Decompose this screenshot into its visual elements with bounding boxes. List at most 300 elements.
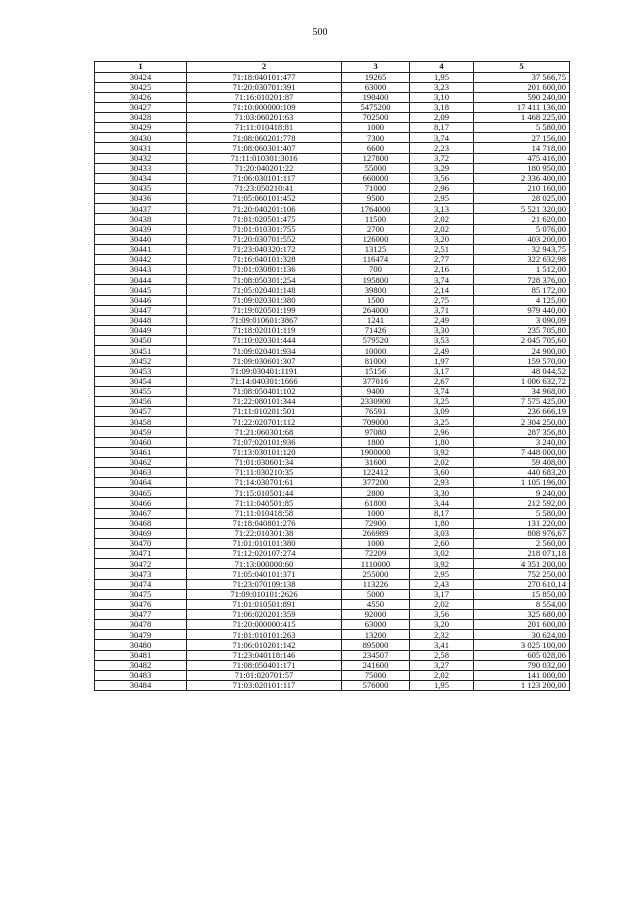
row-number-cell: 30480 <box>95 640 187 650</box>
area-cell: 1800 <box>342 437 410 447</box>
area-cell: 97080 <box>342 427 410 437</box>
rate-cell: 3,18 <box>410 102 474 112</box>
row-number-cell: 30449 <box>95 326 187 336</box>
rate-cell: 2,16 <box>410 265 474 275</box>
rate-cell: 2,02 <box>410 599 474 609</box>
area-cell: 190400 <box>342 92 410 102</box>
cadastral-number-cell: 71:01:010101:380 <box>187 538 342 548</box>
area-cell: 92000 <box>342 609 410 619</box>
rate-cell: 2,60 <box>410 538 474 548</box>
rate-cell: 2,96 <box>410 427 474 437</box>
value-cell: 728 376,00 <box>474 275 570 285</box>
rate-cell: 2,75 <box>410 295 474 305</box>
value-cell: 201 600,00 <box>474 620 570 630</box>
row-number-cell: 30468 <box>95 518 187 528</box>
rate-cell: 1,95 <box>410 72 474 82</box>
row-number-cell: 30474 <box>95 579 187 589</box>
value-cell: 325 680,00 <box>474 609 570 619</box>
cadastral-number-cell: 71:22:010301:38 <box>187 528 342 538</box>
cadastral-number-cell: 71:09:030401:1191 <box>187 366 342 376</box>
value-cell: 979 440,00 <box>474 305 570 315</box>
rate-cell: 2,58 <box>410 650 474 660</box>
area-cell: 1000 <box>342 508 410 518</box>
cadastral-number-cell: 71:09:020301:380 <box>187 295 342 305</box>
rate-cell: 3,29 <box>410 163 474 173</box>
value-cell: 24 900,00 <box>474 346 570 356</box>
column-header-1: 1 <box>95 62 187 73</box>
value-cell: 59 408,00 <box>474 457 570 467</box>
cadastral-number-cell: 71:23:050210:41 <box>187 184 342 194</box>
table-row <box>95 620 570 630</box>
row-number-cell: 30479 <box>95 630 187 640</box>
value-cell: 1 512,00 <box>474 265 570 275</box>
cadastral-number-cell: 71:08:050301:254 <box>187 275 342 285</box>
area-cell: 241600 <box>342 660 410 670</box>
value-cell: 210 160,00 <box>474 184 570 194</box>
value-cell: 5 580,00 <box>474 123 570 133</box>
table-row <box>95 417 570 427</box>
rate-cell: 3,30 <box>410 488 474 498</box>
rate-cell: 3,72 <box>410 153 474 163</box>
cadastral-number-cell: 71:06:030101:117 <box>187 173 342 183</box>
value-cell: 287 356,80 <box>474 427 570 437</box>
table-row <box>95 72 570 82</box>
area-cell: 700 <box>342 265 410 275</box>
cadastral-number-cell: 71:01:010501:891 <box>187 599 342 609</box>
row-number-cell: 30465 <box>95 488 187 498</box>
rate-cell: 2,96 <box>410 184 474 194</box>
rate-cell: 3,25 <box>410 397 474 407</box>
cadastral-number-cell: 71:23:040118:146 <box>187 650 342 660</box>
row-number-cell: 30454 <box>95 376 187 386</box>
value-cell: 85 172,00 <box>474 285 570 295</box>
cadastral-number-cell: 71:16:010201:87 <box>187 92 342 102</box>
row-number-cell: 30445 <box>95 285 187 295</box>
row-number-cell: 30448 <box>95 315 187 325</box>
table-row <box>95 589 570 599</box>
row-number-cell: 30459 <box>95 427 187 437</box>
area-cell: 13200 <box>342 630 410 640</box>
table-row <box>95 538 570 548</box>
area-cell: 19265 <box>342 72 410 82</box>
table-row <box>95 295 570 305</box>
cadastral-number-cell: 71:05:060101:452 <box>187 194 342 204</box>
area-cell: 377016 <box>342 376 410 386</box>
row-number-cell: 30447 <box>95 305 187 315</box>
value-cell: 440 683,20 <box>474 467 570 477</box>
rate-cell: 3,25 <box>410 417 474 427</box>
table-row <box>95 427 570 437</box>
cadastral-number-cell: 71:05:020401:148 <box>187 285 342 295</box>
area-cell: 266989 <box>342 528 410 538</box>
value-cell: 3 240,00 <box>474 437 570 447</box>
row-number-cell: 30428 <box>95 113 187 123</box>
area-cell: 709000 <box>342 417 410 427</box>
area-cell: 2800 <box>342 488 410 498</box>
area-cell: 71000 <box>342 184 410 194</box>
value-cell: 4 125,00 <box>474 295 570 305</box>
cadastral-value-table <box>94 61 570 691</box>
value-cell: 5 076,00 <box>474 224 570 234</box>
cadastral-number-cell: 71:20:040201:22 <box>187 163 342 173</box>
rate-cell: 8,17 <box>410 508 474 518</box>
area-cell: 11500 <box>342 214 410 224</box>
cadastral-number-cell: 71:20:030701:552 <box>187 234 342 244</box>
cadastral-number-cell: 71:23:070109:138 <box>187 579 342 589</box>
table-row <box>95 82 570 92</box>
value-cell: 28 025,00 <box>474 194 570 204</box>
value-cell: 34 968,00 <box>474 386 570 396</box>
area-cell: 1241 <box>342 315 410 325</box>
value-cell: 2 336 400,00 <box>474 173 570 183</box>
row-number-cell: 30450 <box>95 336 187 346</box>
cadastral-number-cell: 71:05:040101:371 <box>187 569 342 579</box>
value-cell: 2 045 705,60 <box>474 336 570 346</box>
rate-cell: 3,74 <box>410 386 474 396</box>
table-row <box>95 386 570 396</box>
table-row <box>95 102 570 112</box>
value-cell: 48 044,52 <box>474 366 570 376</box>
cadastral-number-cell: 71:01:010101:263 <box>187 630 342 640</box>
cadastral-number-cell: 71:07:020101:936 <box>187 437 342 447</box>
cadastral-number-cell: 71:20:040201:106 <box>187 204 342 214</box>
column-header-5: 5 <box>474 62 570 73</box>
value-cell: 605 028,06 <box>474 650 570 660</box>
area-cell: 4550 <box>342 599 410 609</box>
table-row <box>95 204 570 214</box>
table-row <box>95 326 570 336</box>
rate-cell: 3,13 <box>410 204 474 214</box>
table-row <box>95 528 570 538</box>
rate-cell: 3,53 <box>410 336 474 346</box>
value-cell: 8 554,00 <box>474 599 570 609</box>
table-row <box>95 498 570 508</box>
rate-cell: 2,02 <box>410 224 474 234</box>
value-cell: 235 705,80 <box>474 326 570 336</box>
value-cell: 32 943,75 <box>474 244 570 254</box>
table-row <box>95 214 570 224</box>
rate-cell: 2,95 <box>410 569 474 579</box>
cadastral-number-cell: 71:12:020107:274 <box>187 549 342 559</box>
table-row <box>95 407 570 417</box>
table-row <box>95 184 570 194</box>
value-cell: 14 718,00 <box>474 143 570 153</box>
area-cell: 1500 <box>342 295 410 305</box>
area-cell: 5000 <box>342 589 410 599</box>
cadastral-number-cell: 71:22:080101:344 <box>187 397 342 407</box>
area-cell: 81000 <box>342 356 410 366</box>
value-cell: 37 566,75 <box>474 72 570 82</box>
area-cell: 660000 <box>342 173 410 183</box>
table-row <box>95 630 570 640</box>
table-row <box>95 92 570 102</box>
value-cell: 21 620,00 <box>474 214 570 224</box>
table-row <box>95 194 570 204</box>
cadastral-number-cell: 71:01:030801:136 <box>187 265 342 275</box>
table-row <box>95 163 570 173</box>
row-number-cell: 30469 <box>95 528 187 538</box>
rate-cell: 3,03 <box>410 528 474 538</box>
rate-cell: 2,32 <box>410 630 474 640</box>
area-cell: 1110000 <box>342 559 410 569</box>
cadastral-number-cell: 71:13:000000:60 <box>187 559 342 569</box>
row-number-cell: 30478 <box>95 620 187 630</box>
column-header-2: 2 <box>187 62 342 73</box>
row-number-cell: 30464 <box>95 478 187 488</box>
table-row <box>95 366 570 376</box>
area-cell: 13125 <box>342 244 410 254</box>
value-cell: 15 850,00 <box>474 589 570 599</box>
table-row <box>95 457 570 467</box>
value-cell: 1 468 225,00 <box>474 113 570 123</box>
area-cell: 126000 <box>342 234 410 244</box>
cadastral-number-cell: 71:08:060301:407 <box>187 143 342 153</box>
value-cell: 141 000,00 <box>474 670 570 680</box>
row-number-cell: 30439 <box>95 224 187 234</box>
table-row <box>95 143 570 153</box>
area-cell: 1000 <box>342 123 410 133</box>
rate-cell: 8,17 <box>410 123 474 133</box>
area-cell: 1764000 <box>342 204 410 214</box>
cadastral-number-cell: 71:08:060201:778 <box>187 133 342 143</box>
rate-cell: 3,41 <box>410 640 474 650</box>
row-number-cell: 30425 <box>95 82 187 92</box>
table-row <box>95 549 570 559</box>
row-number-cell: 30475 <box>95 589 187 599</box>
cadastral-number-cell: 71:11:010201:501 <box>187 407 342 417</box>
value-cell: 159 570,00 <box>474 356 570 366</box>
rate-cell: 2,51 <box>410 244 474 254</box>
area-cell: 2700 <box>342 224 410 234</box>
cadastral-number-cell: 71:11:030210:35 <box>187 467 342 477</box>
rate-cell: 3,27 <box>410 660 474 670</box>
rate-cell: 2,09 <box>410 113 474 123</box>
value-cell: 131 220,00 <box>474 518 570 528</box>
row-number-cell: 30446 <box>95 295 187 305</box>
value-cell: 201 600,00 <box>474 82 570 92</box>
value-cell: 180 950,00 <box>474 163 570 173</box>
cadastral-number-cell: 71:09:010101:2626 <box>187 589 342 599</box>
row-number-cell: 30456 <box>95 397 187 407</box>
area-cell: 702500 <box>342 113 410 123</box>
rate-cell: 1,97 <box>410 356 474 366</box>
row-number-cell: 30484 <box>95 680 187 690</box>
row-number-cell: 30438 <box>95 214 187 224</box>
row-number-cell: 30431 <box>95 143 187 153</box>
rate-cell: 1,80 <box>410 437 474 447</box>
rate-cell: 3,74 <box>410 133 474 143</box>
table-row <box>95 356 570 366</box>
table-row <box>95 285 570 295</box>
rate-cell: 3,20 <box>410 234 474 244</box>
cadastral-number-cell: 71:09:030601:307 <box>187 356 342 366</box>
row-number-cell: 30457 <box>95 407 187 417</box>
row-number-cell: 30443 <box>95 265 187 275</box>
row-number-cell: 30481 <box>95 650 187 660</box>
area-cell: 377200 <box>342 478 410 488</box>
table-row <box>95 336 570 346</box>
area-cell: 6600 <box>342 143 410 153</box>
rate-cell: 2,67 <box>410 376 474 386</box>
value-cell: 752 250,00 <box>474 569 570 579</box>
rate-cell: 3,74 <box>410 275 474 285</box>
value-cell: 212 592,00 <box>474 498 570 508</box>
cadastral-number-cell: 71:01:020501:475 <box>187 214 342 224</box>
value-cell: 1 105 196,00 <box>474 478 570 488</box>
area-cell: 31600 <box>342 457 410 467</box>
table-row <box>95 467 570 477</box>
table-row <box>95 397 570 407</box>
row-number-cell: 30426 <box>95 92 187 102</box>
table-row <box>95 244 570 254</box>
row-number-cell: 30424 <box>95 72 187 82</box>
area-cell: 63000 <box>342 82 410 92</box>
value-cell: 17 411 136,00 <box>474 102 570 112</box>
value-cell: 30 624,00 <box>474 630 570 640</box>
row-number-cell: 30476 <box>95 599 187 609</box>
table-row <box>95 376 570 386</box>
cadastral-number-cell: 71:10:000000:109 <box>187 102 342 112</box>
cadastral-number-cell: 71:08:050401:171 <box>187 660 342 670</box>
area-cell: 122412 <box>342 467 410 477</box>
table-row <box>95 224 570 234</box>
table-row <box>95 569 570 579</box>
value-cell: 2 560,00 <box>474 538 570 548</box>
rate-cell: 3,10 <box>410 92 474 102</box>
row-number-cell: 30462 <box>95 457 187 467</box>
value-cell: 4 351 200,00 <box>474 559 570 569</box>
table-row <box>95 680 570 690</box>
area-cell: 15156 <box>342 366 410 376</box>
row-number-cell: 30436 <box>95 194 187 204</box>
value-cell: 3 025 100,00 <box>474 640 570 650</box>
page-number: 500 <box>312 27 328 38</box>
value-cell: 808 976,67 <box>474 528 570 538</box>
row-number-cell: 30467 <box>95 508 187 518</box>
row-number-cell: 30483 <box>95 670 187 680</box>
area-cell: 576000 <box>342 680 410 690</box>
row-number-cell: 30433 <box>95 163 187 173</box>
area-cell: 75000 <box>342 670 410 680</box>
rate-cell: 3,09 <box>410 407 474 417</box>
value-cell: 322 632,98 <box>474 255 570 265</box>
value-cell: 27 156,00 <box>474 133 570 143</box>
row-number-cell: 30460 <box>95 437 187 447</box>
rate-cell: 3,60 <box>410 467 474 477</box>
cadastral-number-cell: 71:01:010301:755 <box>187 224 342 234</box>
table-row <box>95 518 570 528</box>
table-row <box>95 305 570 315</box>
row-number-cell: 30463 <box>95 467 187 477</box>
table-body <box>95 72 570 691</box>
area-cell: 71426 <box>342 326 410 336</box>
value-cell: 2 304 250,00 <box>474 417 570 427</box>
rate-cell: 2,02 <box>410 457 474 467</box>
column-header-3: 3 <box>342 62 410 73</box>
table-row <box>95 234 570 244</box>
table-row <box>95 437 570 447</box>
area-cell: 5475200 <box>342 102 410 112</box>
table-row <box>95 660 570 670</box>
area-cell: 579520 <box>342 336 410 346</box>
column-header-4: 4 <box>410 62 474 73</box>
table-row <box>95 670 570 680</box>
area-cell: 127800 <box>342 153 410 163</box>
area-cell: 234507 <box>342 650 410 660</box>
area-cell: 2330900 <box>342 397 410 407</box>
area-cell: 72209 <box>342 549 410 559</box>
rate-cell: 3,17 <box>410 366 474 376</box>
area-cell: 113226 <box>342 579 410 589</box>
row-number-cell: 30442 <box>95 255 187 265</box>
value-cell: 590 240,00 <box>474 92 570 102</box>
table-row <box>95 265 570 275</box>
cadastral-number-cell: 71:06:010201:142 <box>187 640 342 650</box>
value-cell: 270 610,14 <box>474 579 570 589</box>
table-row <box>95 478 570 488</box>
table-header-row <box>95 62 570 73</box>
row-number-cell: 30477 <box>95 609 187 619</box>
cadastral-number-cell: 71:11:010418:81 <box>187 123 342 133</box>
value-cell: 1 123 200,00 <box>474 680 570 690</box>
table-row <box>95 559 570 569</box>
rate-cell: 3,44 <box>410 498 474 508</box>
rate-cell: 2,93 <box>410 478 474 488</box>
rate-cell: 2,49 <box>410 346 474 356</box>
value-cell: 7 575 425,00 <box>474 397 570 407</box>
cadastral-number-cell: 71:11:040501:85 <box>187 498 342 508</box>
cadastral-number-cell: 71:11:010418:58 <box>187 508 342 518</box>
table-row <box>95 640 570 650</box>
table-row <box>95 275 570 285</box>
area-cell: 72900 <box>342 518 410 528</box>
cadastral-number-cell: 71:16:040101:328 <box>187 255 342 265</box>
area-cell: 55000 <box>342 163 410 173</box>
area-cell: 61800 <box>342 498 410 508</box>
row-number-cell: 30453 <box>95 366 187 376</box>
cadastral-number-cell: 71:14:030701:61 <box>187 478 342 488</box>
cadastral-number-cell: 71:18:040101:477 <box>187 72 342 82</box>
cadastral-number-cell: 71:20:030701:391 <box>187 82 342 92</box>
row-number-cell: 30440 <box>95 234 187 244</box>
rate-cell: 3,56 <box>410 173 474 183</box>
row-number-cell: 30452 <box>95 356 187 366</box>
area-cell: 76591 <box>342 407 410 417</box>
table-row <box>95 255 570 265</box>
cadastral-number-cell: 71:18:020101:119 <box>187 326 342 336</box>
row-number-cell: 30432 <box>95 153 187 163</box>
cadastral-number-cell: 71:20:000000:415 <box>187 620 342 630</box>
area-cell: 63000 <box>342 620 410 630</box>
table-row <box>95 508 570 518</box>
row-number-cell: 30471 <box>95 549 187 559</box>
table-row <box>95 599 570 609</box>
cadastral-number-cell: 71:06:020201:359 <box>187 609 342 619</box>
value-cell: 218 071,18 <box>474 549 570 559</box>
rate-cell: 2,02 <box>410 670 474 680</box>
value-cell: 5 580,00 <box>474 508 570 518</box>
rate-cell: 3,20 <box>410 620 474 630</box>
area-cell: 1900000 <box>342 447 410 457</box>
rate-cell: 3,92 <box>410 559 474 569</box>
rate-cell: 2,95 <box>410 194 474 204</box>
table-row <box>95 488 570 498</box>
table-row <box>95 315 570 325</box>
rate-cell: 3,23 <box>410 82 474 92</box>
cadastral-number-cell: 71:14:040301:1666 <box>187 376 342 386</box>
row-number-cell: 30455 <box>95 386 187 396</box>
row-number-cell: 30435 <box>95 184 187 194</box>
